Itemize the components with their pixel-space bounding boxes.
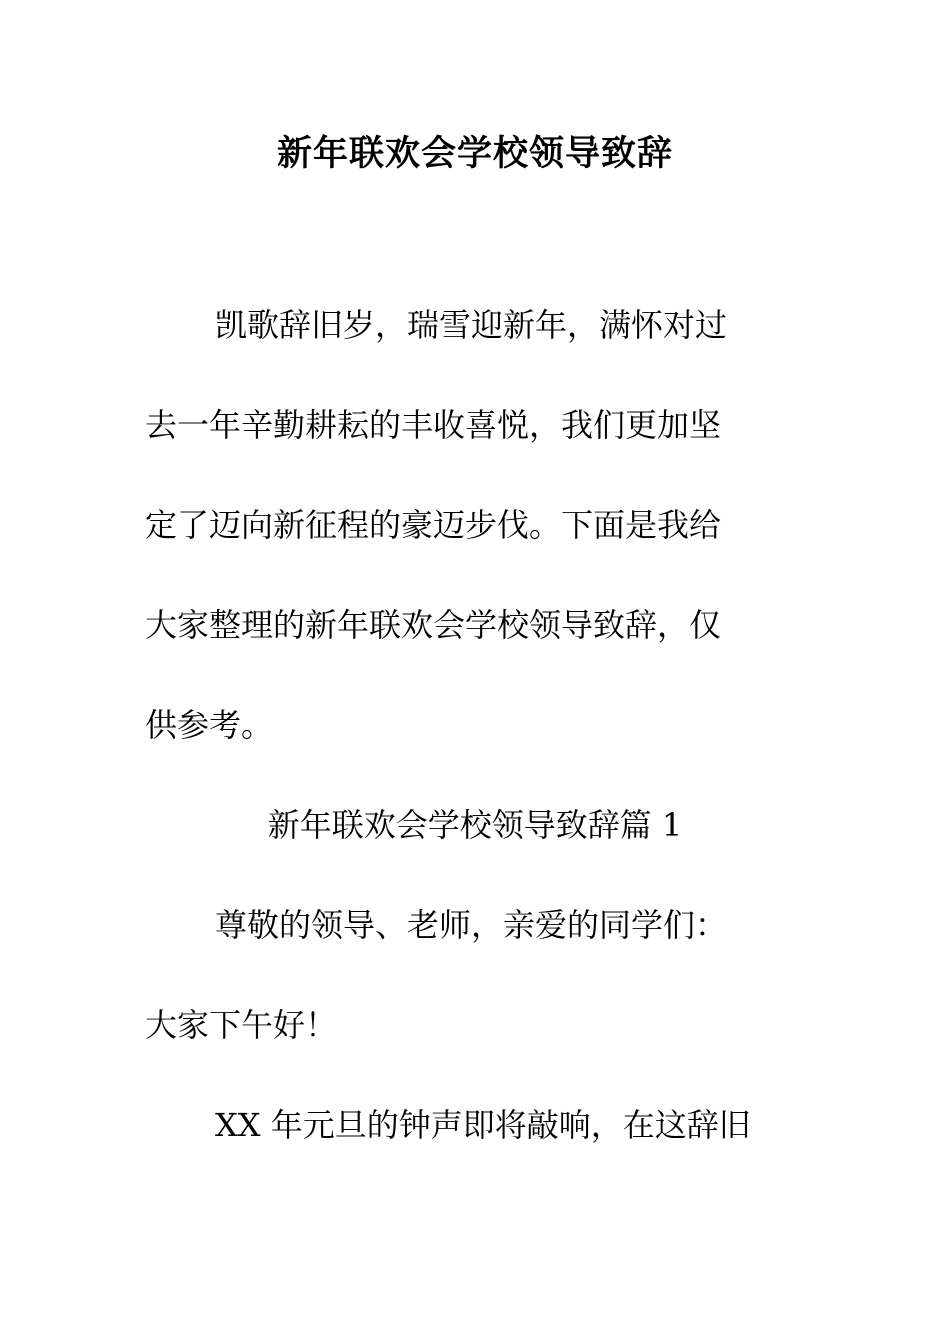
section-heading: 新年联欢会学校领导致辞篇 1 (267, 806, 683, 844)
greeting: 大家下午好！ (145, 1006, 338, 1044)
intro-line-3: 定了迈向新征程的豪迈步伐。下面是我给 (145, 506, 722, 544)
intro-line-5: 供参考。 (145, 706, 274, 744)
intro-line-1: 凯歌辞旧岁，瑞雪迎新年，满怀对过 (215, 306, 728, 344)
intro-line-4: 大家整理的新年联欢会学校领导致辞，仅 (145, 606, 722, 644)
body-line-1: XX 年元旦的钟声即将敲响，在这辞旧 (215, 1106, 751, 1144)
document-title: 新年联欢会学校领导致辞 (276, 133, 673, 174)
salutation: 尊敬的领导、老师，亲爱的同学们： (215, 906, 728, 944)
intro-line-2: 去一年辛勤耕耘的丰收喜悦，我们更加坚 (145, 406, 722, 444)
